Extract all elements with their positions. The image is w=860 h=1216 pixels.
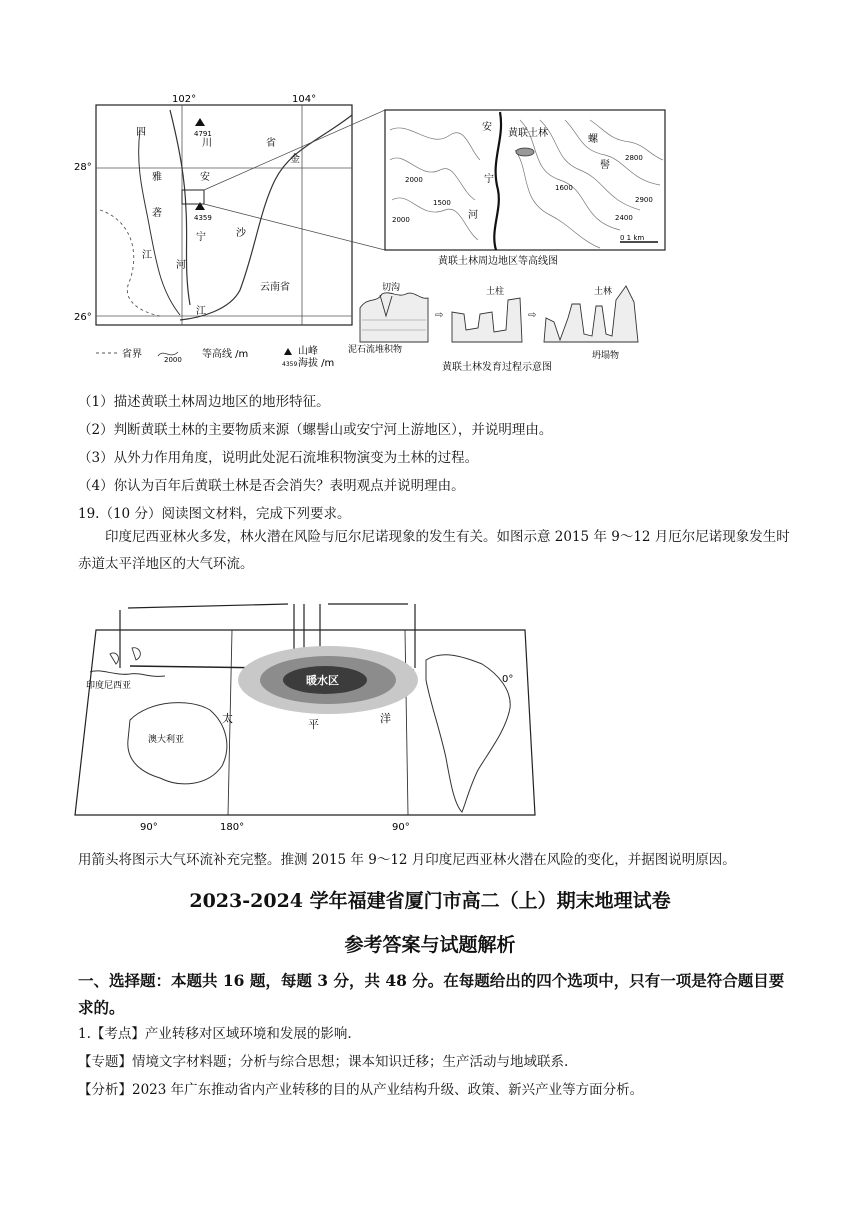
process-pillar: 土柱 (486, 287, 505, 297)
label-pacific-2: 平 (308, 718, 319, 731)
label-jin: 金 (290, 154, 300, 165)
inset-contour-label: 2000 (405, 176, 423, 184)
label-sheng: 省 (266, 138, 276, 149)
inset-scale: 0 1 km (620, 234, 645, 242)
svg-text:⇨: ⇨ (528, 310, 537, 321)
label-si: 四 (136, 127, 146, 138)
label-australia: 澳大利亚 (148, 735, 185, 745)
lon-label: 180° (220, 822, 245, 833)
question-18-2: （2）判断黄联土林的主要物质来源（螺髻山或安宁河上游地区），并说明理由。 (78, 422, 553, 438)
legend-contour-sample: 2000 (164, 356, 182, 364)
legend-peak: 山峰 (298, 346, 318, 357)
inset-contour-label: 2900 (635, 196, 653, 204)
label-ning: 宁 (196, 232, 206, 243)
label-he: 河 (176, 260, 186, 271)
yalong-river (139, 130, 180, 315)
label-ya: 雅 (152, 172, 162, 183)
legend-elevation: 海拔 /m (298, 358, 335, 369)
lat-28: 28° (74, 162, 92, 173)
legend-peak-sample: 4359 (282, 361, 298, 368)
label-jiang1: 江 (142, 250, 152, 261)
label-yunnan: 云南省 (260, 282, 290, 293)
question-19-intro: 印度尼西亚林火多发，林火潜在风险与厄尔尼诺现象的发生有关。如图示意 2015 年 9～12 月厄尔尼诺现象发生时赤道太平洋地区的大气环流。 (78, 529, 790, 572)
process-forest: 土林 (594, 287, 613, 297)
warm-zone-label: 暖水区 (306, 674, 339, 687)
inset-ji: 髻 (600, 160, 610, 171)
huanglian-forest-marker (516, 148, 534, 156)
inset-label-huanglian: 黄联土林 (508, 128, 548, 139)
inset-luo: 螺 (588, 134, 598, 145)
inset-river-he: 河 (468, 210, 478, 221)
inset-river-ning: 宁 (484, 174, 494, 185)
question-18-3: （3）从外力作用角度，说明此处泥石流堆积物演变为土林的过程。 (78, 450, 479, 466)
answer-line: 1.【考点】产业转移对区域环境和发展的影响. (78, 1026, 352, 1042)
svg-text:⇨: ⇨ (435, 310, 444, 321)
lon-label: 90° (392, 822, 410, 833)
label-indonesia: 印度尼西亚 (86, 681, 132, 691)
circulation-upper-left (128, 604, 288, 608)
lon-104: 104° (292, 94, 317, 105)
question-18-4: （4）你认为百年后黄联土林是否会消失？表明观点并说明理由。 (78, 478, 465, 494)
legend-boundary: 省界 (122, 349, 142, 360)
label-long: 砻 (152, 208, 162, 219)
main-map-frame (96, 105, 352, 325)
answer-line: 【分析】2023 年广东推动省内产业转移的目的从产业结构升级、政策、新兴产业等方面分析。 (78, 1082, 644, 1098)
process-diagram (348, 281, 638, 373)
label-pacific-3: 洋 (380, 712, 391, 725)
lon-102: 102° (172, 94, 197, 105)
label-jiang2: 江 (196, 306, 206, 317)
label-an: 安 (200, 172, 210, 183)
answer-title: 2023-2024 学年福建省厦门市高二（上）期末地理试卷 (189, 890, 671, 912)
legend-contour: 等高线 /m (202, 349, 249, 360)
question-19-task: 用箭头将图示大气环流补充完整。推测 2015 年 9～12 月印度尼西亚林火潜在风险的变化，并据图说明原因。 (78, 852, 736, 868)
process-debris: 泥石流堆积物 (348, 345, 403, 355)
peak-4791: 4791 (194, 130, 212, 138)
question-19-header: 19.（10 分）阅读图文材料，完成下列要求。 (78, 506, 351, 522)
answer-line: 【专题】情境文字材料题；分析与综合思想；课本知识迁移；生产活动与地域联系. (78, 1054, 569, 1070)
lon-label: 90° (140, 822, 158, 833)
label-sha: 沙 (236, 228, 246, 239)
inset-title: 黄联土林周边地区等高线图 (438, 256, 558, 267)
inset-river-an: 安 (482, 122, 492, 133)
lat-26: 26° (74, 312, 92, 323)
peak-marker (195, 118, 205, 126)
equator-label: 0° (502, 674, 514, 685)
process-collapse: 坍塌物 (592, 351, 620, 361)
inset-contour-label: 1500 (433, 199, 451, 207)
province-boundary (100, 210, 160, 316)
process-gully: 切沟 (382, 283, 401, 293)
inset-contour-label: 1600 (555, 184, 573, 192)
figure-pacific-circulation (70, 590, 550, 835)
inset-contour-label: 2400 (615, 214, 633, 222)
answer-subtitle: 参考答案与试题解析 (344, 934, 516, 956)
anning-river (170, 110, 190, 305)
figure-anning-region (60, 90, 680, 390)
question-18-1: （1）描述黄联土林周边地区的地形特征。 (78, 394, 330, 410)
process-title: 黄联土林发育过程示意图 (442, 362, 552, 373)
section-heading: 一、选择题：本题共 16 题，每题 3 分，共 48 分。在每题给出的四个选项中，只有一项是符合题目要求的。 (78, 971, 785, 1017)
label-chuan: 川 (202, 138, 212, 149)
label-pacific-1: 太 (222, 712, 233, 725)
peak-4359: 4359 (194, 214, 212, 222)
inset-contour-label: 2000 (392, 216, 410, 224)
inset-contour-label: 2800 (625, 154, 643, 162)
